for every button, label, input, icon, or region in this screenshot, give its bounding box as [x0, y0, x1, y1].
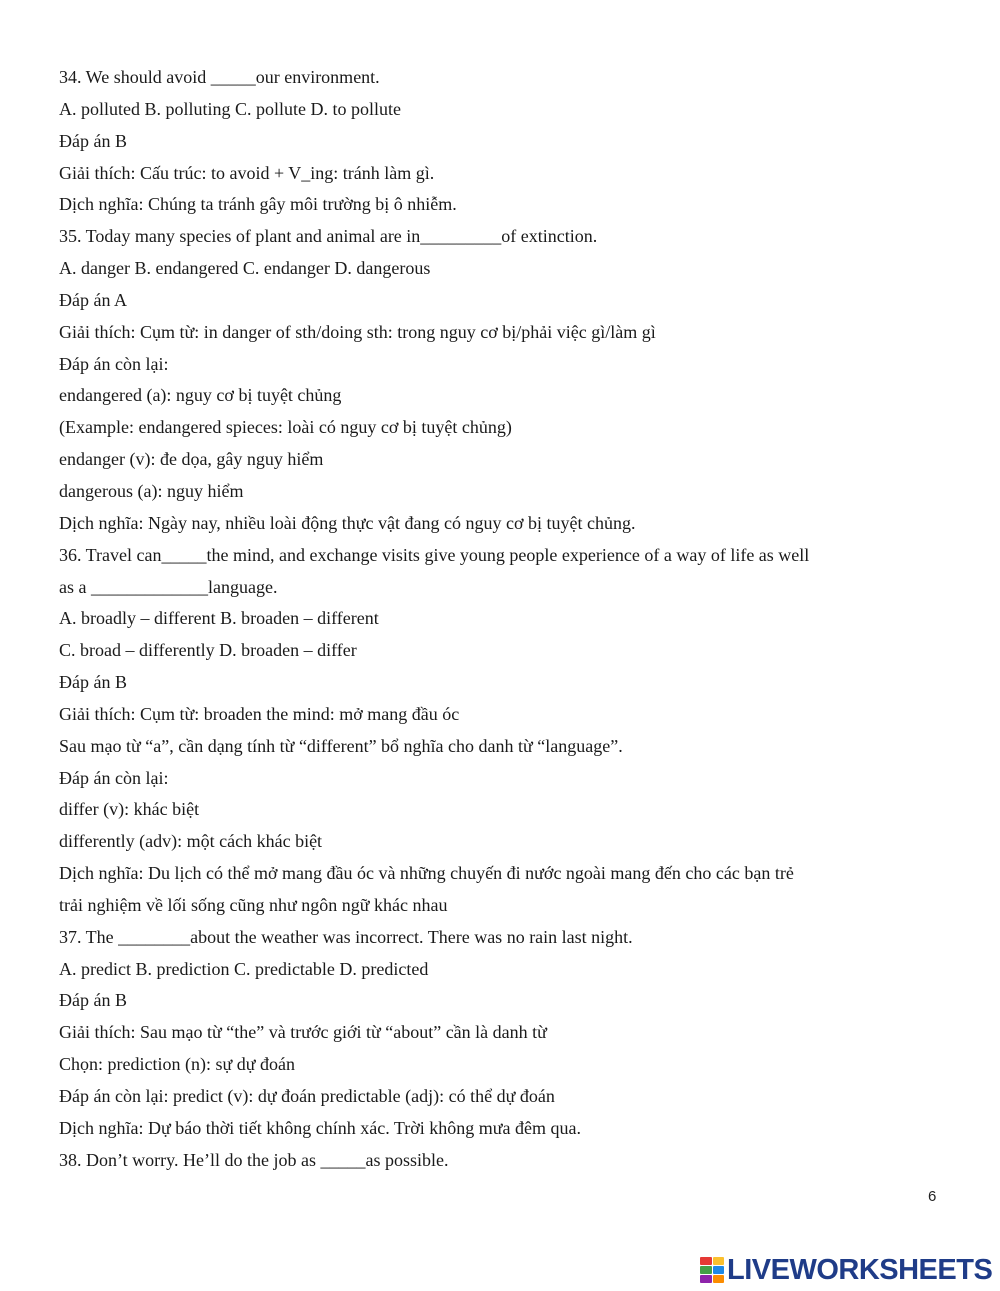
text-line: 38. Don’t worry. He’ll do the job as _____as possible.: [59, 1149, 449, 1170]
text-line: A. polluted B. polluting C. pollute D. to pollute: [59, 98, 401, 119]
text-line: Đáp án B: [59, 672, 127, 693]
text-line: Đáp án còn lại:: [59, 767, 169, 788]
text-line: Dịch nghĩa: Ngày nay, nhiều loài động thực vật đang có nguy cơ bị tuyệt chủng.: [59, 512, 636, 533]
text-line: Chọn: prediction (n): sự dự đoán: [59, 1054, 295, 1075]
text-line: differ (v): khác biệt: [59, 799, 200, 820]
text-line: Đáp án còn lại: predict (v): dự đoán predictable (adj): có thể dự đoán: [59, 1086, 555, 1106]
text-line: 35. Today many species of plant and animal are in_________of extinction.: [59, 226, 598, 247]
text-line: as a _____________language.: [59, 576, 278, 597]
logo-tile: [713, 1257, 725, 1265]
text-line: endanger (v): đe dọa, gây nguy hiểm: [59, 449, 324, 470]
page-number: 6: [928, 1188, 937, 1205]
logo-tile: [700, 1266, 712, 1274]
text-line: dangerous (a): nguy hiểm: [59, 480, 244, 501]
text-line: Đáp án còn lại:: [59, 353, 169, 374]
text-line: A. danger B. endangered C. endanger D. dangerous: [59, 258, 431, 279]
text-line: Đáp án A: [59, 289, 127, 310]
text-line: A. predict B. prediction C. predictable D. predicted: [59, 958, 429, 979]
text-line: Dịch nghĩa: Dự báo thời tiết không chính xác. Trời không mưa đêm qua.: [59, 1117, 581, 1138]
logo-tile: [700, 1257, 712, 1265]
liveworksheets-logo[interactable]: [700, 1254, 992, 1286]
liveworksheets-logo-icon: [700, 1257, 724, 1283]
logo-tile: [713, 1266, 725, 1274]
text-line: Đáp án B: [59, 130, 127, 151]
text-line: Dịch nghĩa: Chúng ta tránh gây môi trường bị ô nhiễm.: [59, 194, 457, 215]
text-line: differently (adv): một cách khác biệt: [59, 831, 323, 852]
text-line: endangered (a): nguy cơ bị tuyệt chủng: [59, 385, 342, 406]
text-line: 37. The ________about the weather was incorrect. There was no rain last night.: [59, 926, 633, 947]
text-line: 34. We should avoid _____our environment.: [59, 67, 380, 87]
text-line: Giải thích: Sau mạo từ “the” và trước giới từ “about” cần là danh từ: [59, 1022, 547, 1043]
text-line: Giải thích: Cụm từ: broaden the mind: mở mang đầu óc: [59, 703, 460, 724]
text-line: Giải thích: Cụm từ: in danger of sth/doing sth: trong nguy cơ bị/phải việc gì/làm gì: [59, 321, 656, 342]
text-line: Sau mạo từ “a”, cần dạng tính từ “different” bổ nghĩa cho danh từ “language”.: [59, 735, 623, 756]
text-line: (Example: endangered spieces: loài có nguy cơ bị tuyệt chủng): [59, 417, 512, 438]
document-body: [59, 62, 939, 1177]
text-line: C. broad – differently D. broaden – differ: [59, 640, 357, 661]
text-line: Đáp án B: [59, 990, 127, 1011]
logo-tile: [713, 1275, 725, 1283]
text-line: 36. Travel can_____the mind, and exchange visits give young people experience of a way of life as well: [59, 544, 810, 565]
text-line: A. broadly – different B. broaden – different: [59, 608, 379, 629]
text-line: trải nghiệm về lối sống cũng như ngôn ngữ khác nhau: [59, 894, 448, 915]
text-line: Dịch nghĩa: Du lịch có thể mở mang đầu óc và những chuyến đi nước ngoài mang đến cho các bạn trẻ: [59, 863, 794, 884]
logo-tile: [700, 1275, 712, 1283]
text-line: Giải thích: Cấu trúc: to avoid + V_ing: tránh làm gì.: [59, 162, 435, 183]
liveworksheets-logo-text: LIVEWORKSHEETS: [727, 1254, 993, 1286]
